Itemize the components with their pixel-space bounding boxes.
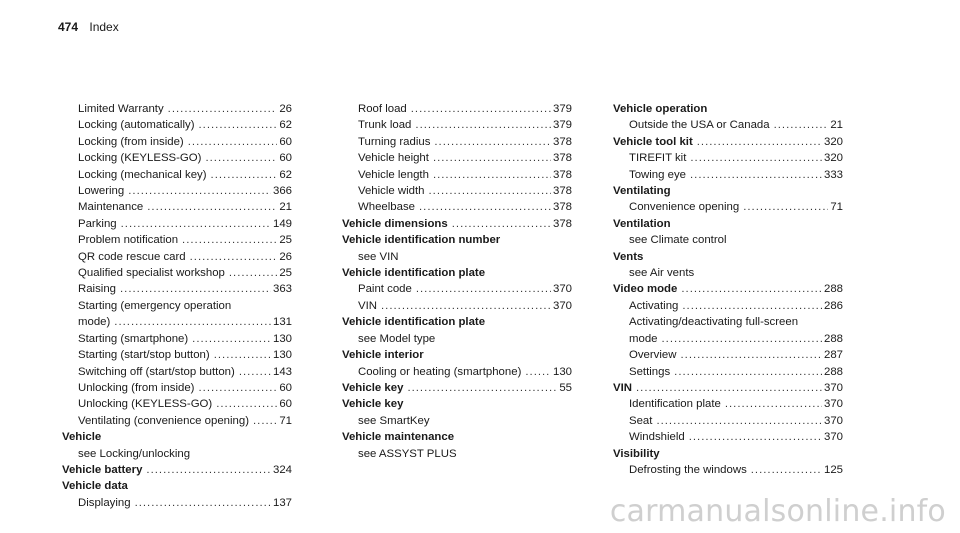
index-entry[interactable]: Overview ..... 287 [613,347,843,363]
index-entry[interactable]: Video mode ..... 288 [613,281,843,297]
index-entry[interactable]: Identification plate ..... 370 [613,396,843,412]
index-see-reference[interactable]: see Air vents [629,267,695,280]
index-entry[interactable]: Locking (from inside) ..... 60 [62,134,292,150]
index-see-reference[interactable]: see Climate control [629,234,727,247]
index-entry[interactable]: Roof load ..... 379 [342,101,572,117]
index-entry[interactable]: Turning radius ..... 378 [342,134,572,150]
index-see-reference[interactable]: see VIN [358,250,399,263]
section-title: Index [89,20,119,34]
index-entry[interactable]: Vehicle tool kit ..... 320 [613,134,843,150]
index-entry[interactable]: Vehicle width ..... 378 [342,183,572,199]
index-entry[interactable]: Unlocking (from inside) ..... 60 [62,380,292,396]
index-heading: Vehicle identification plate [342,316,486,329]
index-entry[interactable]: VIN ..... 370 [613,380,843,396]
index-entry[interactable]: Wheelbase ..... 378 [342,199,572,215]
index-entry[interactable]: TIREFIT kit ..... 320 [613,150,843,166]
index-entry-line: Activating/deactivating full-screen [629,316,799,329]
index-entry-line: Starting (emergency operation [78,299,232,312]
index-entry[interactable]: Activating ..... 286 [613,298,843,314]
index-entry[interactable]: Paint code ..... 370 [342,281,572,297]
index-entry[interactable]: Starting (smartphone) ..... 130 [62,331,292,347]
index-column-1 [62,101,292,511]
index-column-2 [342,101,572,462]
index-entry[interactable]: VIN ..... 370 [342,298,572,314]
index-heading: Vehicle identification number [342,234,501,247]
index-see-reference[interactable]: see ASSYST PLUS [358,447,457,460]
watermark: carmanualsonline.info [609,494,946,529]
index-entry[interactable]: QR code rescue card ..... 26 [62,249,292,265]
index-heading: Ventilation [613,217,671,230]
index-heading: Vents [613,250,644,263]
index-entry[interactable]: Outside the USA or Canada ..... 21 [613,117,843,133]
index-entry[interactable]: Starting (start/stop button) ..... 130 [62,347,292,363]
index-heading: Visibility [613,447,660,460]
index-entry[interactable]: Raising ..... 363 [62,281,292,297]
index-entry[interactable]: Locking (mechanical key) ..... 62 [62,167,292,183]
index-heading: Vehicle [62,431,102,444]
index-entry[interactable]: Trunk load ..... 379 [342,117,572,133]
index-entry[interactable]: Vehicle length ..... 378 [342,167,572,183]
index-see-reference[interactable]: see SmartKey [358,414,430,427]
index-entry[interactable]: Seat ..... 370 [613,413,843,429]
index-entry[interactable]: Vehicle key ..... 55 [342,380,572,396]
index-entry[interactable]: Vehicle height ..... 378 [342,150,572,166]
index-entry[interactable]: Problem notification ..... 25 [62,232,292,248]
index-entry[interactable]: Vehicle battery ..... 324 [62,462,292,478]
index-entry[interactable]: Qualified specialist workshop ..... 25 [62,265,292,281]
index-heading: Vehicle data [62,480,128,493]
index-entry[interactable]: Parking ..... 149 [62,216,292,232]
page-number: 474 [58,20,79,34]
index-see-reference[interactable]: see Model type [358,332,436,345]
index-column-3 [613,101,843,478]
index-entry[interactable]: Locking (automatically) ..... 62 [62,117,292,133]
index-entry[interactable]: mode) ..... 131 [62,314,292,330]
index-entry[interactable]: Convenience opening ..... 71 [613,199,843,215]
index-see-reference[interactable]: see Locking/unlocking [78,447,191,460]
index-entry[interactable]: Windshield ..... 370 [613,429,843,445]
index-entry[interactable]: Displaying ..... 137 [62,495,292,511]
index-heading: Vehicle operation [613,103,708,115]
index-entry[interactable]: Towing eye ..... 333 [613,167,843,183]
index-entry[interactable]: Lowering ..... 366 [62,183,292,199]
index-entry[interactable]: Ventilating (convenience opening) ..... 71 [62,413,292,429]
index-entry[interactable]: Vehicle dimensions ..... 378 [342,216,572,232]
index-entry[interactable]: Locking (KEYLESS-GO) ..... 60 [62,150,292,166]
index-heading: Vehicle key [342,398,404,411]
index-entry[interactable]: Switching off (start/stop button) ..... 143 [62,364,292,380]
index-heading: Vehicle interior [342,349,424,362]
index-entry[interactable]: Unlocking (KEYLESS-GO) ..... 60 [62,396,292,412]
index-entry[interactable]: Settings ..... 288 [613,364,843,380]
index-entry[interactable]: Maintenance ..... 21 [62,199,292,215]
index-heading: Vehicle identification plate [342,267,486,280]
index-heading: Ventilating [613,185,671,198]
page-header [58,20,119,34]
index-entry[interactable]: mode ..... 288 [613,331,843,347]
index-entry[interactable]: Cooling or heating (smartphone) ..... 130 [342,364,572,380]
index-entry[interactable]: Defrosting the windows ..... 125 [613,462,843,478]
index-entry[interactable]: Limited Warranty ..... 26 [62,101,292,117]
index-heading: Vehicle maintenance [342,431,455,444]
